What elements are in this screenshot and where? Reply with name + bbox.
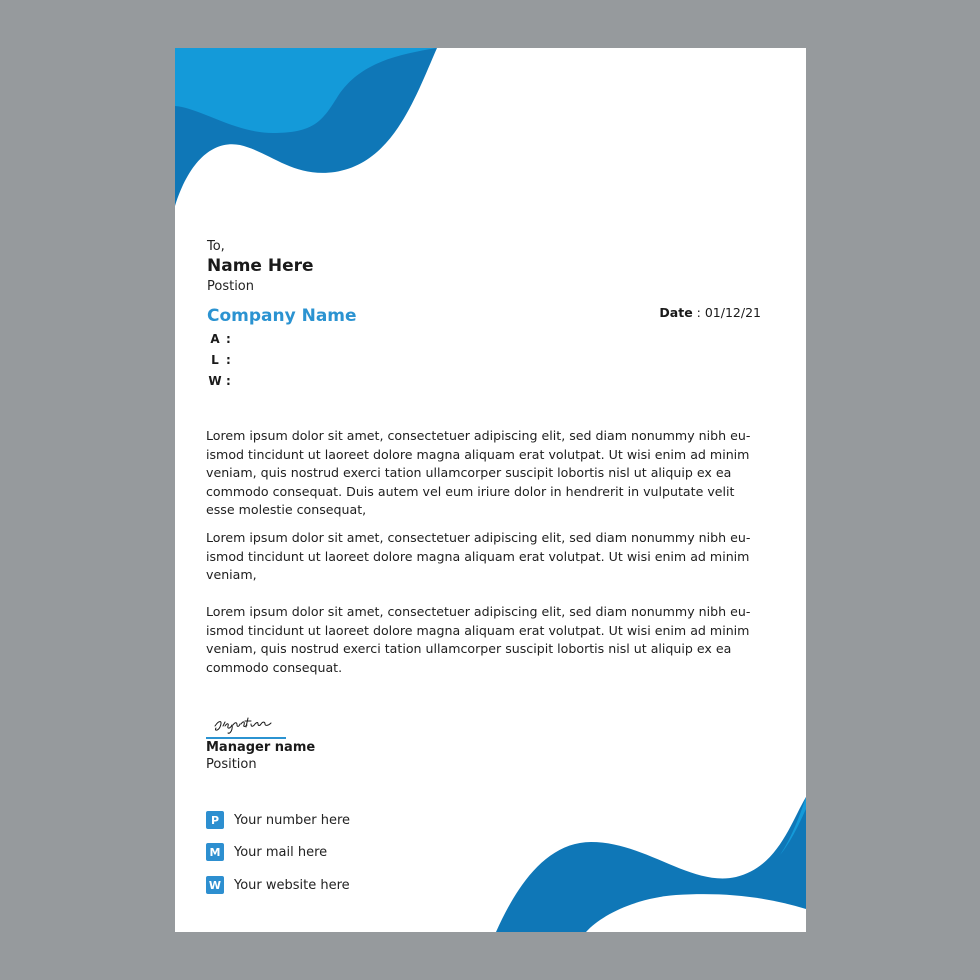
date-label: Date [659,305,693,320]
recipient-name: Name Here [207,256,314,276]
body-paragraph: Lorem ipsum dolor sit amet, consectetuer adipiscing elit, sed diam nonummy nibh eu-ismod tincidunt ut laoreet dolore magna aliquam erat volutpat. Ut wisi enim ad minim veniam, quis nostrud exerci tation ullamcorper suscipit lobortis nisl ut aliquip ex ea commodo consequat. Duis autem vel eum iriure dolor in hendrerit in vulputate velit esse molestie consequat, [206,428,751,518]
website-contact-row [206,876,350,894]
handwritten-signature [205,706,289,740]
letterhead-page [175,48,806,932]
top-wave-decoration [175,48,475,218]
company-address-field [208,332,231,353]
website-contact-text: Your website here [234,877,350,893]
mail-contact-text: Your mail here [234,844,328,860]
to-label: To, [207,239,225,254]
location-letter: L [211,353,219,367]
body-paragraph: Lorem ipsum dolor sit amet, consectetuer adipiscing elit, sed diam nonummy nibh eu-ismod tincidunt ut laoreet dolore magna aliquam erat volutpat. Ut wisi enim ad minim veniam, [206,530,751,583]
bottom-wave-decoration [486,797,806,932]
web-colon: : [226,374,231,388]
mail-badge-icon: M [206,843,224,861]
address-letter: A [210,332,220,346]
company-contact-fields [208,332,231,395]
body-paragraph: Lorem ipsum dolor sit amet, consectetuer adipiscing elit, sed diam nonummy nibh eu-ismod tincidunt ut laoreet dolore magna aliquam erat volutpat. Ut wisi enim ad minim veniam, quis nostrud exerci tation ullamcorper suscipit lobortis nisl ut aliquip ex ea commodo consequat. [206,604,751,675]
phone-badge-icon: P [206,811,224,829]
date-value: 01/12/21 [704,305,761,320]
company-name: Company Name [207,306,357,326]
company-web-field [208,374,231,395]
location-colon: : [226,353,231,367]
mail-contact-row [206,843,327,861]
address-colon: : [226,332,231,346]
recipient-position: Postion [207,279,255,294]
website-badge-icon: W [206,876,224,894]
manager-name: Manager name [206,740,316,755]
signature-underline [206,737,286,739]
date-line [659,305,761,320]
manager-position: Position [206,757,257,772]
company-location-field [208,353,231,374]
date-separator: : [692,305,705,320]
phone-contact-text: Your number here [234,812,351,828]
phone-contact-row [206,811,350,829]
web-letter: W [208,374,222,388]
